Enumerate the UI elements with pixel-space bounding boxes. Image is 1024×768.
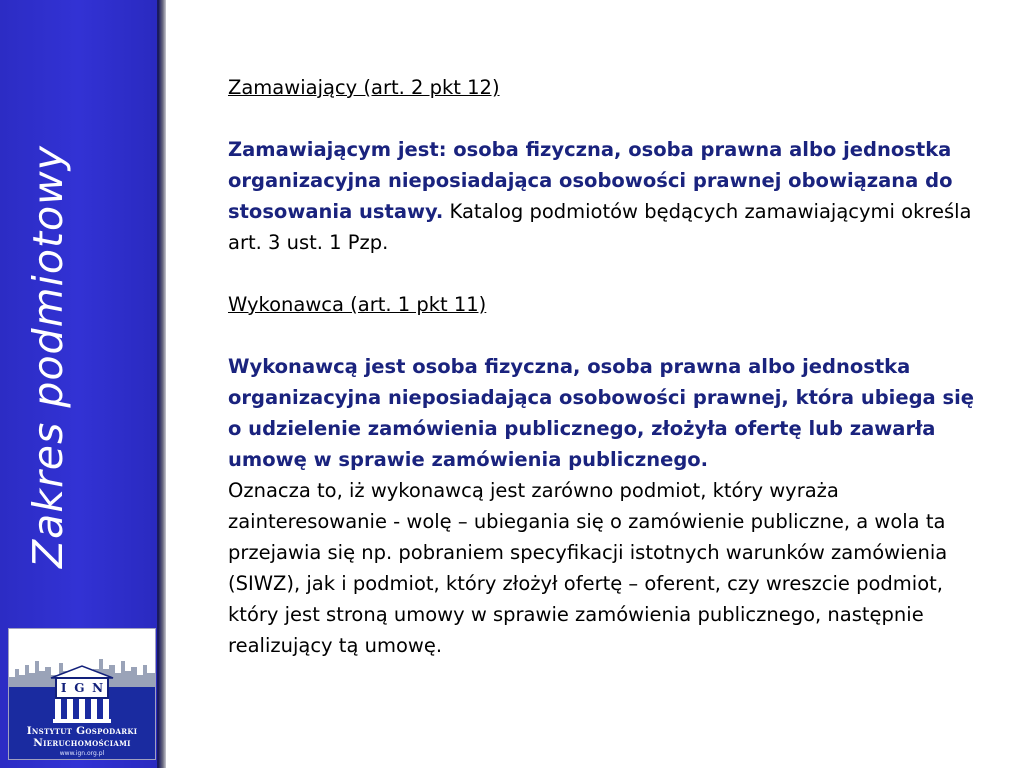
slide-content xyxy=(228,72,988,661)
logo-name-line2: Nieruchomościami xyxy=(33,737,131,749)
sidebar-shadow xyxy=(158,0,166,768)
explanation-wykonawca: Oznacza to, iż wykonawcą jest zarówno podmiot, który wyraża zainteresowanie - wolę – ubiegania się o zamówienie publiczne, a wola ta przejawia się np. pobraniem specyfikacji istotnych warunków zamówienia (SIWZ), jak i podmiot, który złożył ofertę – oferent, czy wreszcie podmiot, który jest stroną umowy w sprawie zamówienia publicznego, następnie realizujący tą umowę. xyxy=(228,479,948,657)
catalog-note: Katalog podmiotów będących zamawiającymi określa art. 3 ust. 1 Pzp. xyxy=(228,200,972,254)
ign-logo xyxy=(8,628,156,760)
logo-url: www.ign.org.pl xyxy=(59,750,105,757)
sidebar xyxy=(0,0,160,768)
heading-zamawiajacy: Zamawiający (art. 2 pkt 12) xyxy=(228,76,500,99)
building-pillars-icon xyxy=(53,699,111,723)
definition-wykonawca: Wykonawcą jest osoba fizyczna, osoba prawna albo jednostka organizacyjna nieposiadająca osobowości prawnej, która ubiega się o udzielenie zamówienia publicznego, złożyła ofertę lub zawarła umowę w sprawie zamówienia publicznego. xyxy=(228,355,975,471)
logo-name-line1: Instytut Gospodarki xyxy=(26,725,138,737)
heading-wykonawca: Wykonawca (art. 1 pkt 11) xyxy=(228,293,487,316)
paragraph-zamawiajacy xyxy=(228,134,988,258)
sidebar-title: Zakres podmiotowy xyxy=(24,145,72,568)
definition-zamawiajacy: Zamawiającym jest: osoba fizyczna, osoba prawna albo jednostka organizacyjna nieposiadająca osobowości prawnej obowiązana do stosowania ustawy. xyxy=(228,138,953,223)
logo-letters: I G N xyxy=(55,677,109,699)
